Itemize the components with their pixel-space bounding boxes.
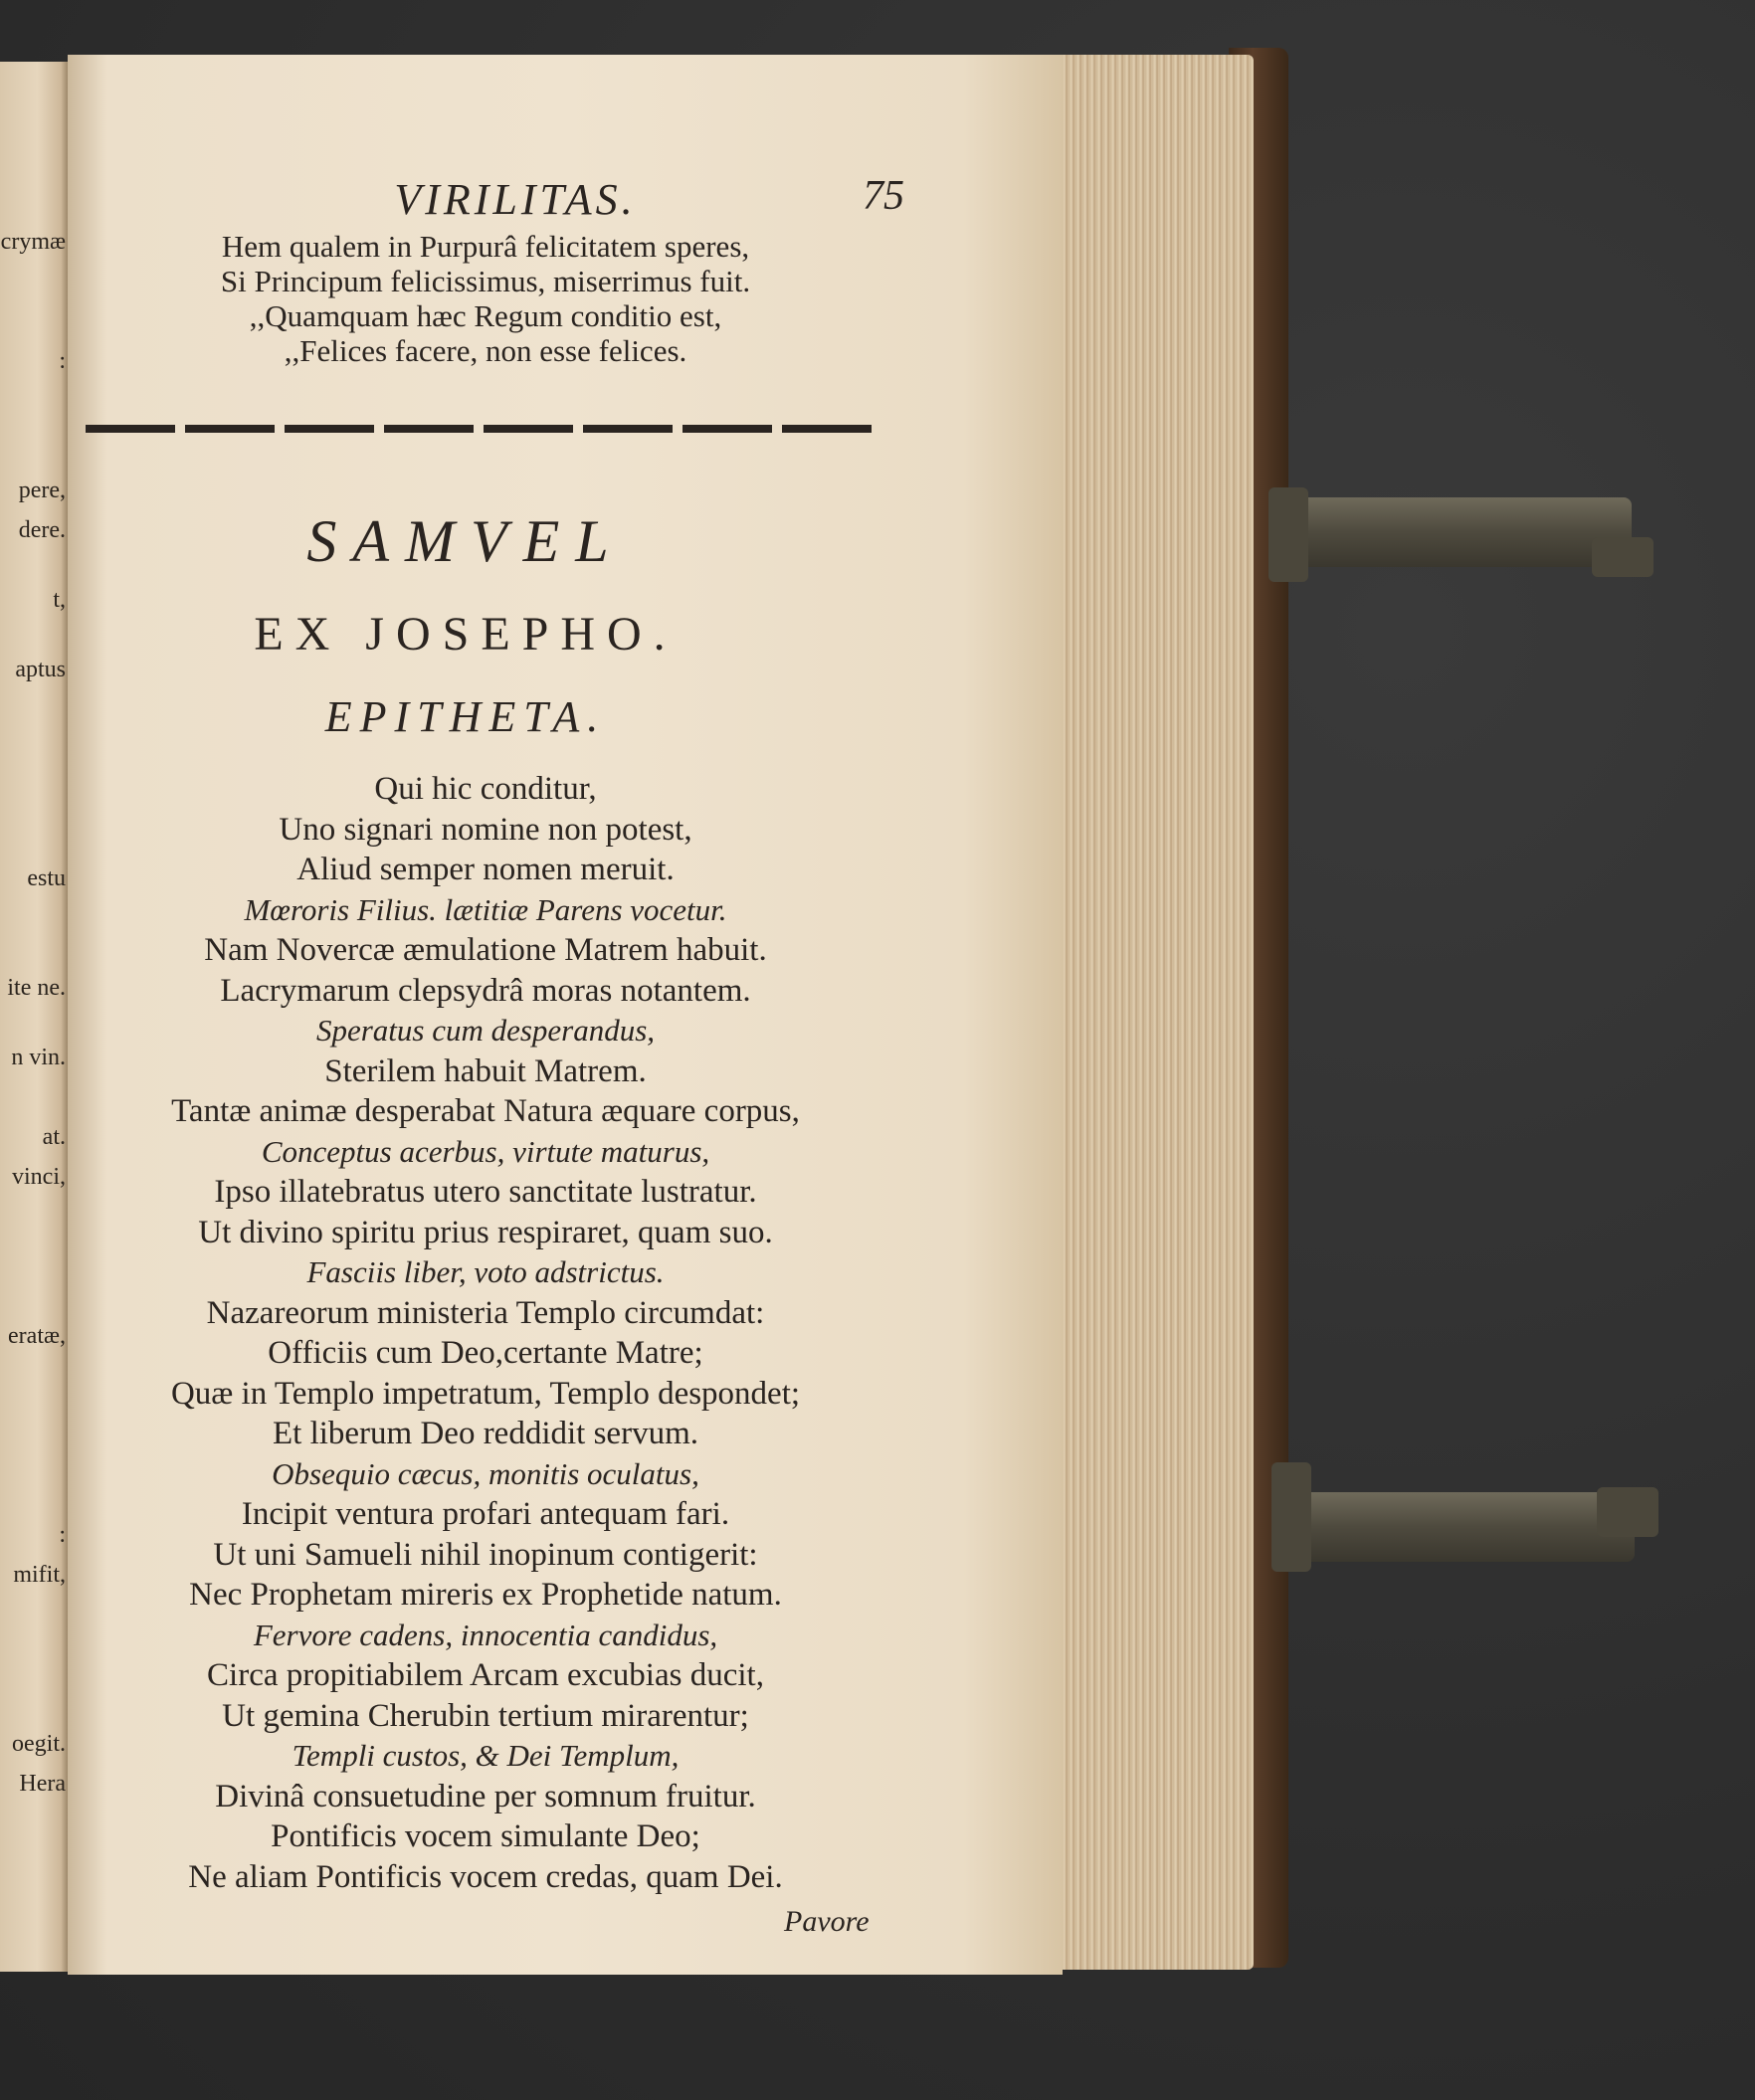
body-line: Ut divino spiritu prius respiraret, quam suo. xyxy=(198,1214,773,1250)
body-line: Quæ in Templo impetratum, Templo despondet; xyxy=(170,1375,801,1412)
epitheta-heading: EPITHETA. xyxy=(324,692,607,741)
body-line: Ut uni Samueli nihil inopinum contigerit: xyxy=(213,1536,758,1573)
body-line: Ut gemina Cherubin tertium mirarentur; xyxy=(222,1697,749,1734)
body-line: Obsequio cæcus, monitis oculatus, xyxy=(272,1455,699,1491)
body-line: Et liberum Deo reddidit servum. xyxy=(273,1416,698,1451)
body-line: Ipso illatebratus utero sanctitate lustratur. xyxy=(214,1174,757,1210)
body-line: Aliud semper nomen meruit. xyxy=(296,852,675,887)
verse-line: Hem qualem in Purpurâ felicitatem speres, xyxy=(221,229,750,264)
previous-page-fragment: pere, xyxy=(18,477,66,503)
body-line: Officiis cum Deo,certante Matre; xyxy=(268,1335,703,1371)
previous-page-fragment: at. xyxy=(42,1124,66,1150)
body-line: Ne aliam Pontificis vocem credas, quam Dei. xyxy=(188,1858,783,1895)
previous-page-fragment: : xyxy=(59,1522,66,1548)
body-line: Mœroris Filius. lætitiæ Parens vocetur. xyxy=(244,891,727,927)
body-line: Nazareorum ministeria Templo circumdat: xyxy=(206,1294,765,1331)
body-line: Nam Novercæ æmulatione Matrem habuit. xyxy=(204,932,767,968)
body-line: Nec Prophetam mireris ex Prophetide natum. xyxy=(189,1577,782,1613)
body-line: Fervore cadens, innocentia candidus, xyxy=(253,1617,718,1652)
book-page xyxy=(68,55,1063,1975)
previous-page-fragment: aptus xyxy=(15,657,66,682)
previous-page-fragment: eratæ, xyxy=(8,1323,66,1349)
verse-line: ,,Quamquam hæc Regum conditio est, xyxy=(249,298,722,333)
verse-line: Si Principum felicissimus, miserrimus fuit. xyxy=(220,264,751,298)
previous-page-fragment: mifit, xyxy=(13,1562,66,1588)
body-line: Tantæ animæ desperabat Natura æquare corpus, xyxy=(171,1093,800,1129)
body-line: Conceptus acerbus, virtute maturus, xyxy=(261,1133,710,1169)
body-line: Fasciis liber, voto adstrictus. xyxy=(306,1254,665,1289)
body-line: Lacrymarum clepsydrâ moras notantem. xyxy=(220,972,751,1009)
body-line: Circa propitiabilem Arcam excubias ducit, xyxy=(207,1657,764,1693)
body-line: Qui hic conditur, xyxy=(374,771,597,807)
catchword: Pavore xyxy=(784,1905,870,1938)
previous-page-fragment: crymæ xyxy=(0,229,66,255)
previous-page-fragment: dere. xyxy=(18,517,66,543)
previous-page-fragment: n vin. xyxy=(11,1045,66,1070)
previous-page-fragment: vinci, xyxy=(12,1164,66,1190)
previous-page-fragment: estu xyxy=(27,865,66,891)
previous-page-edge xyxy=(0,62,68,1972)
running-head: VIRILITAS. xyxy=(394,175,637,224)
body-line: Divinâ consuetudine per somnum fruitur. xyxy=(215,1778,756,1814)
page-number: 75 xyxy=(863,173,904,219)
body-line: Uno signari nomine non potest, xyxy=(279,811,692,848)
previous-page-fragment: Hera xyxy=(19,1771,66,1797)
previous-page-fragment: t, xyxy=(53,587,66,613)
body-line: Templi custos, & Dei Templum, xyxy=(292,1738,680,1773)
previous-page-fragment: oegit. xyxy=(12,1731,66,1757)
body-line: Pontificis vocem simulante Deo; xyxy=(271,1818,700,1854)
body-line: Sterilem habuit Matrem. xyxy=(324,1052,647,1089)
page-block-edge xyxy=(1055,55,1254,1970)
previous-page-fragment: ite ne. xyxy=(7,975,66,1001)
section-title: SAMVEL xyxy=(306,508,625,574)
section-subtitle: EX JOSEPHO. xyxy=(254,608,678,661)
previous-page-fragment: : xyxy=(59,348,66,374)
verse-line: ,,Felices facere, non esse felices. xyxy=(284,333,687,368)
horizontal-rule xyxy=(86,425,877,433)
body-line: Speratus cum desperandus, xyxy=(315,1013,656,1048)
body-line: Incipit ventura profari antequam fari. xyxy=(241,1496,730,1532)
